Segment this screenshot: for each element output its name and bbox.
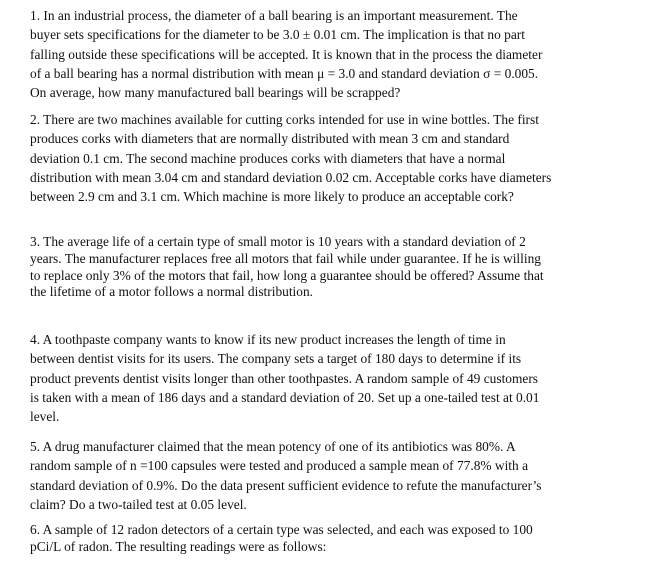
problem-4-line: level. xyxy=(30,409,60,425)
problem-3-line: years. The manufacturer replaces free all motors that fail while under guarantee. If he is willing xyxy=(30,250,541,266)
problem-5-line: random sample of n =100 capsules were tested and produced a sample mean of 77.8% with a xyxy=(30,458,529,474)
problem-3 xyxy=(30,234,630,301)
problem-3-line: the lifetime of a motor follows a normal distribution. xyxy=(30,284,314,300)
problem-1-line: falling outside these specifications will be accepted. It is known that in the process the diameter xyxy=(30,46,543,62)
problem-4-line: 4. A toothpaste company wants to know if its new product increases the length of time in xyxy=(30,332,506,347)
problem-3-line: 3. The average life of a certain type of small motor is 10 years with a standard deviation of 2 xyxy=(30,234,526,249)
problem-3-line: to replace only 3% of the motors that fail, how long a guarantee should be offered? Assume that xyxy=(30,267,544,283)
problem-2-line: produces corks with diameters that are normally distributed with mean 3 cm and standard xyxy=(30,131,510,147)
problem-2-line: deviation 0.1 cm. The second machine produces corks with diameters that have a normal xyxy=(30,150,506,166)
problem-4-line: is taken with a mean of 186 days and a standard deviation of 20. Set up a one-tailed test at 0.01 xyxy=(30,389,540,405)
problem-6-line: 6. A sample of 12 radon detectors of a certain type was selected, and each was exposed to 100 xyxy=(30,522,533,537)
problem-6 xyxy=(30,522,630,556)
problem-1 xyxy=(30,6,630,102)
problem-2-line: distribution with mean 3.04 cm and standard deviation 0.02 cm. Acceptable corks have diameters xyxy=(30,169,552,185)
problem-5-line: 5. A drug manufacturer claimed that the mean potency of one of its antibiotics was 80%. A xyxy=(30,439,516,454)
problem-1-line: 1. In an industrial process, the diameter of a ball bearing is an important measurement. The xyxy=(30,8,518,23)
problem-1-line: buyer sets specifications for the diameter to be 3.0 ± 0.01 cm. The implication is that no part xyxy=(30,27,525,43)
problem-5-line: standard deviation of 0.9%. Do the data present sufficient evidence to refute the manufacturer’s xyxy=(30,477,542,493)
problem-5 xyxy=(30,437,630,514)
problem-2-line: 2. There are two machines available for cutting corks intended for use in wine bottles. The first xyxy=(30,112,539,127)
problem-4 xyxy=(30,330,630,426)
problem-6-line: pCi/L of radon. The resulting readings were as follows: xyxy=(30,538,327,554)
problem-4-line: product prevents dentist visits longer than other toothpastes. A random sample of 49 customers xyxy=(30,370,539,386)
problem-4-line: between dentist visits for its users. The company sets a target of 180 days to determine if its xyxy=(30,351,522,367)
problem-1-line: On average, how many manufactured ball bearings will be scrapped? xyxy=(30,85,401,101)
problem-5-line: claim? Do a two-tailed test at 0.05 level. xyxy=(30,496,247,512)
problem-2 xyxy=(30,110,630,206)
problem-2-line: between 2.9 cm and 3.1 cm. Which machine is more likely to produce an acceptable cork? xyxy=(30,189,514,205)
problem-1-line: of a ball bearing has a normal distribution with mean μ = 3.0 and standard deviation σ = 0.005. xyxy=(30,65,539,81)
